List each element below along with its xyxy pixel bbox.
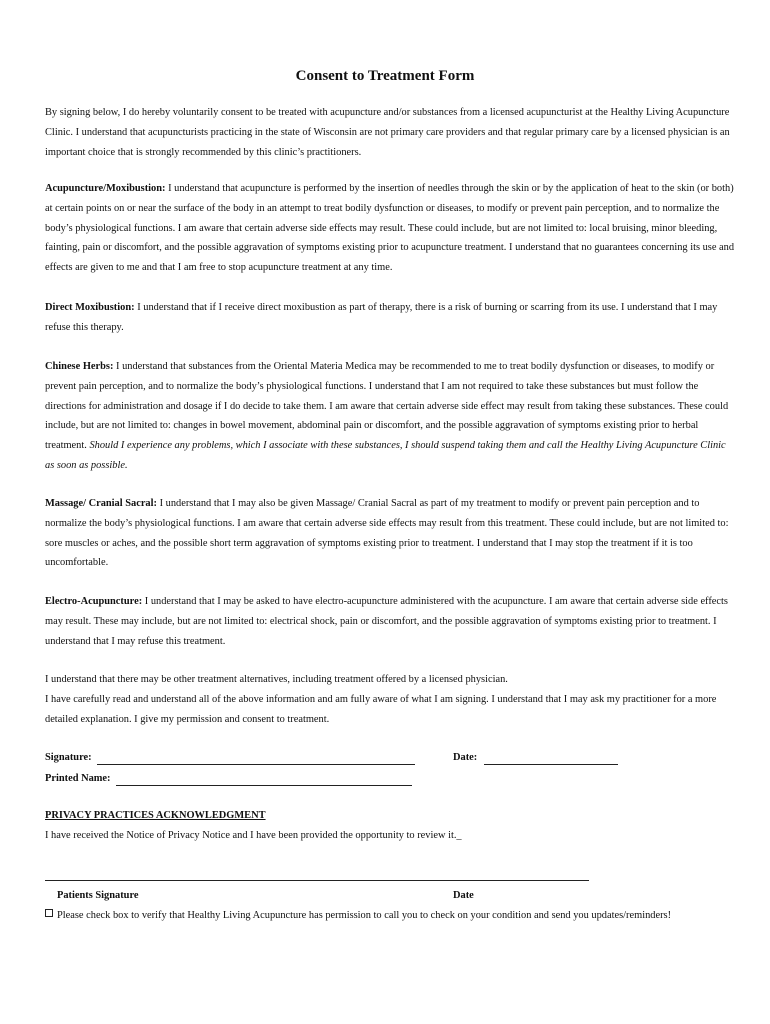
- acupuncture-text: I understand that acupuncture is performed by the insertion of needles through the skin or by the application of heat to the skin (or both) at certain points on or near the surface of the body in an attempt to treat bodily dysfunction or diseases, to modify or prevent pain perception, and to normalize the body’s physiological functions. I am aware that certain adverse side effects may result. These could include, but are not limited to: local bruising, minor bleeding, fainting, pain or discomfort, and the possible aggravation of symptoms existing prior to acupuncture treatment. I understand that no guarantees concerning its use and effects are given to me and that I am free to stop acupuncture treatment at any time.: [45, 183, 735, 274]
- permission-checkbox[interactable]: [45, 909, 53, 917]
- printed-name-row: [45, 772, 412, 786]
- electro-acupuncture-text: I understand that I may be asked to have electro-acupuncture administered with the acupuncture. I am aware that certain adverse side effects may result. These may include, but are not limited to: electrical shock, pain or discomfort, and the possible aggravation of symptoms existing prior to treatment. I understand that I may refuse this treatment.: [45, 596, 728, 647]
- printed-name-field[interactable]: [116, 774, 412, 786]
- massage-section: [45, 494, 735, 573]
- massage-text: I understand that I may also be given Massage/ Cranial Sacral as part of my treatment to modify or prevent pain perception and to normalize the body’s physiological functions. I am aware that certain adverse side effects may result from this treatment. These could include, but are not limited to: sore muscles or aches, and the possible short term aggravation of symptoms existing prior to treatment. I understand that I may stop the treatment if it is too uncomfortable.: [45, 498, 729, 569]
- direct-moxibustion-text: I understand that if I receive direct moxibustion as part of therapy, there is a risk of burning or scarring from its use. I understand that I may refuse this therapy.: [45, 302, 718, 333]
- closing-line-1: I understand that there may be other treatment alternatives, including treatment offered by a licensed physician.: [45, 674, 508, 685]
- direct-moxibustion-heading: Direct Moxibustion:: [45, 302, 135, 313]
- permission-text: Please check box to verify that Healthy Living Acupuncture has permission to call you to check on your condition and send you updates/reminders!: [57, 910, 672, 921]
- signature-field[interactable]: [97, 753, 415, 765]
- chinese-herbs-heading: Chinese Herbs:: [45, 361, 114, 372]
- closing-line-2: I have carefully read and understand all of the above information and am fully aware of what I am signing. I understand that I may ask my practitioner for a more detailed explanation. I give my permission and consent to treatment.: [45, 694, 717, 725]
- permission-paragraph: [45, 906, 735, 926]
- chinese-herbs-section: [45, 357, 735, 476]
- date-row: [453, 751, 618, 765]
- patient-signature-line[interactable]: [45, 880, 589, 881]
- acupuncture-heading: Acupuncture/Moxibustion:: [45, 183, 166, 194]
- date-label: Date:: [453, 752, 478, 763]
- privacy-text: I have received the Notice of Privacy Notice and I have been provided the opportunity to review it._: [45, 830, 462, 841]
- massage-heading: Massage/ Cranial Sacral:: [45, 498, 157, 509]
- signature-label: Signature:: [45, 752, 92, 763]
- privacy-date-label: Date: [453, 890, 474, 901]
- chinese-herbs-italic-note: Should I experience any problems, which I associate with these substances, I should suspend taking them and call the Healthy Living Acupuncture Clinic as soon as possible.: [45, 440, 726, 471]
- printed-name-label: Printed Name:: [45, 773, 111, 784]
- form-title: Consent to Treatment Form: [295, 68, 475, 84]
- electro-acupuncture-heading: Electro-Acupuncture:: [45, 596, 143, 607]
- signature-row: [45, 751, 415, 765]
- privacy-heading: PRIVACY PRACTICES ACKNOWLEDGMENT: [45, 810, 266, 821]
- direct-moxibustion-section: [45, 298, 735, 338]
- patients-signature-label: Patients Signature: [57, 890, 139, 901]
- acupuncture-section: [45, 179, 735, 278]
- date-field[interactable]: [484, 753, 618, 765]
- chinese-herbs-text: I understand that substances from the Oriental Materia Medica may be recommended to me to treat bodily dysfunction or diseases, to modify or prevent pain perception, and to normalize the body’s physiological functions. I understand that I am not required to take these substances but must follow the directions for administration and dosage if I do decide to take them. I am aware that certain adverse side effect may result from taking these substances. These could include, but are not limited to: changes in bowel movement, abdominal pain or discomfort, and the possible aggravation of symptoms existing prior to herbal treatment.: [45, 361, 729, 452]
- intro-paragraph: By signing below, I do hereby voluntarily consent to be treated with acupuncture and/or substances from a licensed acupuncturist at the Healthy Living Acupuncture Clinic. I understand that acupuncturists practicing in the state of Wisconsin are not primary care providers and that regular primary care by a licensed physician is an important choice that is strongly recommended by this clinic’s practitioners.: [45, 107, 730, 158]
- electro-acupuncture-section: [45, 592, 735, 651]
